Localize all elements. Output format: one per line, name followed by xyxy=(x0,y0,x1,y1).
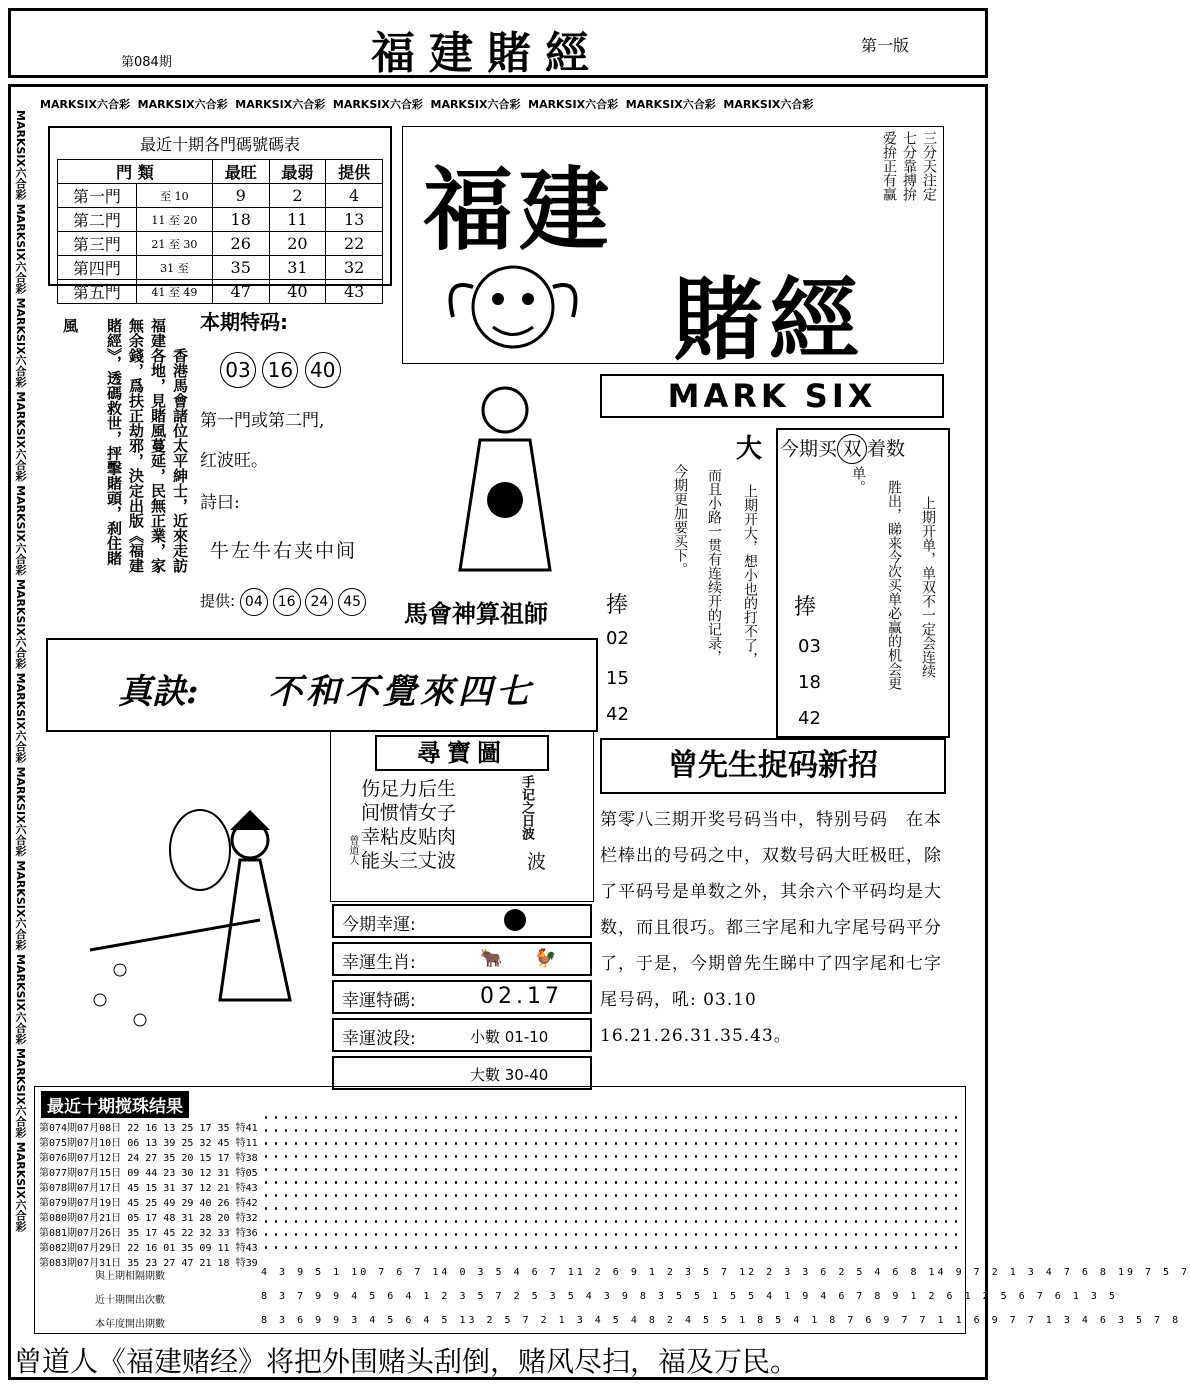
big-num: 02 xyxy=(606,628,629,649)
marksix-label: MARK SIX xyxy=(600,374,944,418)
special-line1: 第一門或第二門, xyxy=(200,411,325,431)
ox-icon: 🐂 xyxy=(480,948,503,969)
secret-label: 真訣: xyxy=(118,672,199,712)
poem-label: 詩曰: xyxy=(200,493,240,513)
intro-col1: 香港馬會諸位太平紳士，近來走訪 xyxy=(171,348,189,573)
even-num: 18 xyxy=(798,672,821,693)
intro-block xyxy=(50,318,190,608)
table-row: 第一門 至 10 9 2 4 xyxy=(58,184,383,208)
big-label: 大 xyxy=(736,434,763,464)
luck-row: 今期幸運: xyxy=(332,904,592,938)
provide-ball: 24 xyxy=(305,588,333,616)
treasure-lines: 伤足力后生 间惯情女子 幸粘皮贴肉 能头三丈波 xyxy=(361,778,457,872)
footer-text: 曾道人《福建赌经》将把外围赌头刮倒，赌风尽扫，福及万民。 xyxy=(14,1345,799,1378)
big-prediction-block xyxy=(600,428,770,728)
marksix-banner-top: MARKSIX六合彩 MARKSIX六合彩 MARKSIX六合彩 MARKSIX六合彩 MARKSIX六合彩 MARKSIX六合彩 MARKSIX六合彩 MARKSIX六合彩 xyxy=(40,98,814,111)
result-row: 第079期07月19日 45 25 49 29 40 26 特42 xyxy=(39,1198,258,1209)
article-body: 第零八三期开奖号码当中，特别号码 在本栏棒出的号码之中，双数号码大旺极旺，除了平码号是单数之外，其余六个平码均是大数，而且很巧。都三字尾和九字尾号码平分了，于是，今期曾先生睇中了四字尾和七字尾号码，吼: 03.10 16.21.26.31.35.43。 xyxy=(600,810,942,1046)
result-row: 第076期07月12日 24 27 35 20 15 17 特38 xyxy=(39,1153,258,1164)
gate-table-title: 最近十期各門碼號碼表 xyxy=(139,135,300,154)
result-row: 第081期07月26日 35 17 45 22 32 33 特36 xyxy=(39,1228,258,1239)
special-heading: 本期特码: xyxy=(200,310,288,334)
even-col2: 胜出，睇来今次买单必赢的机会更 xyxy=(886,480,902,690)
ram-mascot-icon xyxy=(433,247,593,357)
gate-table xyxy=(57,159,383,304)
even-peng: 捧 xyxy=(794,595,817,620)
table-row: 第五門 41 至 49 47 40 43 xyxy=(58,280,383,304)
logo-line1: 福建 xyxy=(423,157,615,263)
big-col3: 今期更加要买下。 xyxy=(672,464,688,576)
result-row: 第078期07月17日 45 15 31 37 12 21 特43 xyxy=(39,1183,258,1194)
marksix-banner-left: MARKSIX六合彩 MARKSIX六合彩 MARKSIX六合彩 MARKSIX六合彩 MARKSIX六合彩 MARKSIX六合彩 MARKSIX六合彩 MARKSIX六合彩 MARKSIX六合彩 MARKSIX六合彩 MARKSIX六合彩 MARKSIX六合彩 xyxy=(14,110,27,1232)
provide-ball: 45 xyxy=(338,588,366,616)
result-row: 第074期07月08日 22 16 13 25 17 35 特41 xyxy=(39,1123,258,1134)
special-block xyxy=(200,306,400,626)
edition-label: 第一版 xyxy=(861,36,910,55)
special-ball: 40 xyxy=(305,352,341,388)
even-col1: 上期开单，单双不一定会连续 xyxy=(920,496,936,678)
luck-row: 幸運特碼: 02.17 xyxy=(332,980,592,1014)
luck-row: 幸運生肖: 🐂 🐓 xyxy=(332,942,592,976)
article-block xyxy=(600,738,946,1078)
result-row: 第082期07月29日 22 16 01 35 09 11 特43 xyxy=(39,1243,258,1254)
results-title: 最近十期搅珠结果 xyxy=(41,1091,189,1118)
stat-values: 8 3 6 9 9 3 4 5 6 4 5 13 2 5 7 2 1 3 4 5 4 8 2 4 5 5 1 8 5 4 1 8 7 6 9 7 7 1 1 6 9 7 7 1 3 4 6 3 5 7 8 xyxy=(261,1315,1182,1326)
secret-box xyxy=(46,638,598,732)
provide-ball: 16 xyxy=(273,588,301,616)
rooster-icon: 🐓 xyxy=(534,948,557,969)
provide-row: 提供: 04 16 24 45 xyxy=(200,588,366,616)
special-line2: 红波旺。 xyxy=(200,451,268,471)
result-row: 第077期07月15日 09 44 23 30 12 31 特05 xyxy=(39,1168,258,1179)
treasure-box xyxy=(330,730,594,902)
secret-text: 不和不覺來四七 xyxy=(268,672,534,712)
table-row: 第二門 11 至 20 18 11 13 xyxy=(58,208,383,232)
stat-label: 本年度開出期數 xyxy=(95,1319,165,1330)
treasure-stamp: 曾道人 xyxy=(347,835,358,865)
luck-row: 大數 30-40 xyxy=(332,1056,592,1090)
fisherman-illustration-icon xyxy=(60,800,320,1070)
luck-table xyxy=(332,904,592,1090)
dot-grid xyxy=(261,1111,961,1251)
results-rows xyxy=(39,1119,258,1269)
special-ball: 16 xyxy=(262,352,298,388)
stat-values: 8 3 7 9 9 4 5 6 4 1 2 3 5 7 2 5 3 5 4 3 9 8 3 5 5 1 5 5 4 1 9 4 6 7 8 9 1 2 6 1 2 5 6 7 6 1 3 5 xyxy=(261,1291,1118,1302)
special-ball: 03 xyxy=(220,352,256,388)
article-title: 曾先生捉码新招 xyxy=(600,738,946,794)
deity-illustration-icon xyxy=(420,370,590,590)
luck-ball-icon xyxy=(504,909,526,931)
results-block xyxy=(34,1086,1190,1334)
big-peng: 捧 xyxy=(606,593,629,618)
logo-line2: 賭經 xyxy=(673,267,865,373)
even-num: 42 xyxy=(798,708,821,729)
even-col3: 单。 xyxy=(850,466,866,494)
poem-text: 牛左牛右夹中间 xyxy=(210,540,358,562)
stat-label: 近十期開出次數 xyxy=(95,1295,165,1306)
gate-table-box xyxy=(48,126,392,302)
header-bar xyxy=(8,8,988,78)
special-balls xyxy=(220,352,341,388)
table-row: 第四門 31 至 35 31 32 xyxy=(58,256,383,280)
big-num: 15 xyxy=(606,668,629,689)
big-num: 42 xyxy=(606,704,629,725)
result-row: 第080期07月21日 05 17 48 31 28 20 特32 xyxy=(39,1213,258,1224)
intro-col5: 風 xyxy=(61,318,79,333)
treasure-tag: 手记之日波 xyxy=(519,775,534,840)
motto-col1: 三分天注定 xyxy=(921,131,937,201)
big-col2: 而且小路一贯有连续开的记录， xyxy=(706,468,722,664)
motto-col2: 七分靠搏拚 xyxy=(901,131,917,201)
provide-ball: 04 xyxy=(240,588,268,616)
intro-col2: 福建各地，見賭風蔓延，民無正業，家 xyxy=(149,318,167,573)
even-heading: 今期买 双 着数 xyxy=(780,434,905,464)
stat-values: 4 3 9 5 1 10 7 6 7 14 0 3 5 4 6 7 11 2 6 9 1 2 3 5 7 12 2 3 3 6 2 5 4 6 8 14 9 7 2 1 3 4 7 6 8 19 7 5 7 xyxy=(261,1267,1190,1278)
big-col1: 上期开大，想小也的打不了， xyxy=(742,484,758,666)
logo-block xyxy=(402,126,944,373)
treasure-bottom: 波 xyxy=(527,851,547,873)
result-row: 第075期07月10日 06 13 39 25 32 45 特11 xyxy=(39,1138,258,1149)
issue-number: 第084期 xyxy=(121,55,172,70)
intro-col3: 無余錢，爲扶正劫邪，決定出版《福建 xyxy=(127,318,145,573)
gate-table-header: 門 類 最旺 最弱 提供 xyxy=(58,160,383,184)
treasure-title: 尋寶圖 xyxy=(375,735,549,771)
luck-row: 幸運波段: 小數 01-10 xyxy=(332,1018,592,1052)
result-row: 第083期07月31日 35 23 27 47 21 18 特39 xyxy=(39,1258,258,1269)
deity-caption: 馬會神算祖師 xyxy=(404,600,548,628)
stat-label: 與上期相隔期數 xyxy=(95,1271,165,1282)
motto-col3: 爱拚正有赢 xyxy=(881,131,897,201)
intro-col4: 賭經》，透碼救世，抨擊賭頭，刹住賭 xyxy=(105,318,123,566)
page-title: 福建賭經 xyxy=(371,28,603,79)
even-num: 03 xyxy=(798,636,821,657)
even-prediction-block xyxy=(776,428,950,738)
table-row: 第三門 21 至 30 26 20 22 xyxy=(58,232,383,256)
